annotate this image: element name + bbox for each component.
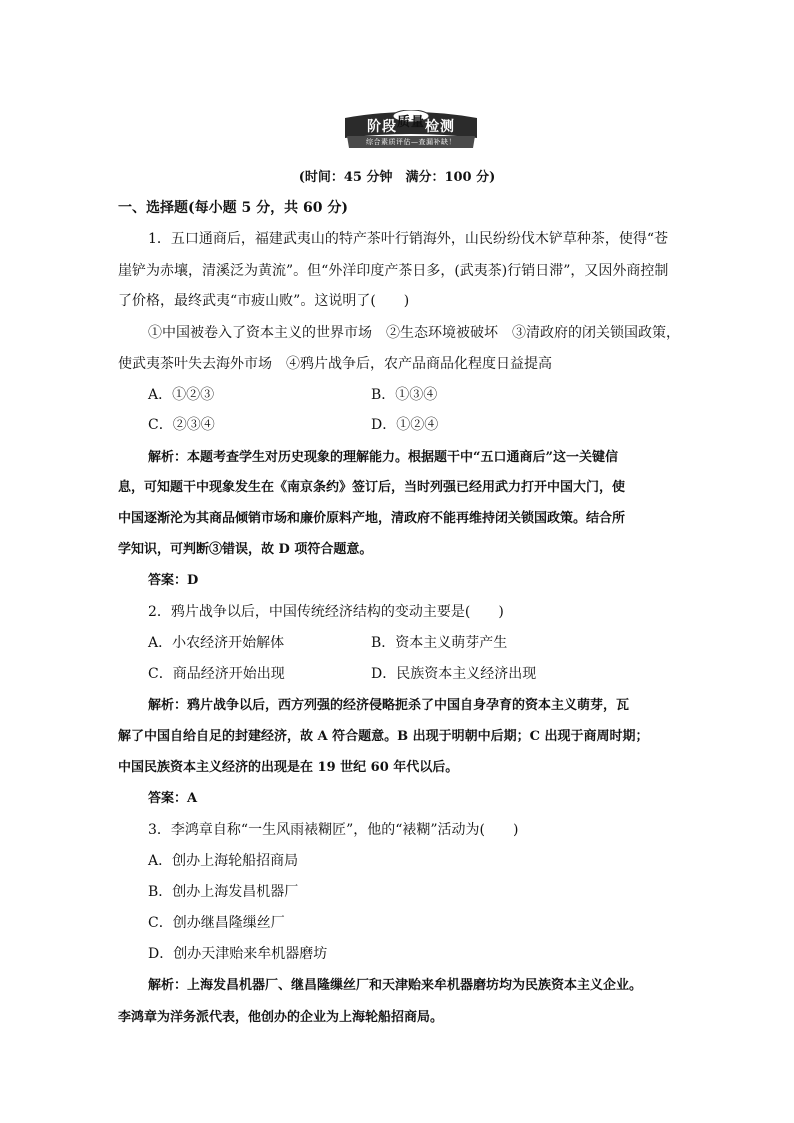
q1-answer: 答案：D <box>148 573 199 588</box>
q1-option-d: D．①②④ <box>371 417 439 433</box>
q2-stem: 2．鸦片战争以后，中国传统经济结构的变动主要是( ) <box>148 604 504 620</box>
q2-option-b: B．资本主义萌芽产生 <box>371 635 508 651</box>
q2-option-d: D．民族资本主义经济出现 <box>371 666 537 682</box>
q3-analysis-line: 李鸿章为洋务派代表，他创办的企业为上海轮船招商局。 <box>118 1010 444 1025</box>
q2-analysis-line: 解了中国自给自足的封建经济，故 A 符合题意。B 出现于明朝中后期；C 出现于商周时期； <box>118 729 649 744</box>
q1-stem-line: 崖铲为赤壤，清溪泛为黄流”。但“外洋印度产茶日多，(武夷茶)行销日滞”，又因外商控制 <box>118 263 669 279</box>
badge-q2-text: 量 <box>411 115 426 130</box>
q1-statement-line: ①中国被卷入了资本主义的世界市场 ②生态环境被破坏 ③清政府的闭关锁国政策， <box>148 325 680 341</box>
badge-right-text: 检测 <box>425 119 456 135</box>
q1-option-b: B．①③④ <box>371 387 438 403</box>
q3-option-c: C．创办继昌隆缫丝厂 <box>148 915 285 931</box>
stage-quality-check-badge <box>337 110 485 152</box>
badge-q1-text: 质 <box>396 115 411 130</box>
q3-option-b: B．创办上海发昌机器厂 <box>148 884 299 900</box>
q1-option-a: A．①②③ <box>148 387 215 403</box>
q2-analysis-line: 中国民族资本主义经济的出现是在 19 世纪 60 年代以后。 <box>118 760 459 775</box>
q3-option-d: D．创办天津贻来牟机器磨坊 <box>148 946 328 962</box>
q2-option-a: A．小农经济开始解体 <box>148 635 285 651</box>
badge-subtitle: 综合素质评估—查漏补缺！ <box>366 138 456 146</box>
q1-analysis-line: 解析：本题考查学生对历史现象的理解能力。根据题干中“五口通商后”这一关键信 <box>148 450 618 465</box>
q1-analysis-line: 学知识，可判断③错误，故 D 项符合题意。 <box>118 542 373 557</box>
q1-analysis-line: 中国逐渐沦为其商品倾销市场和廉价原料产地，清政府不能再维持闭关锁国政策。结合所 <box>118 511 626 526</box>
q1-stem-line: 了价格，最终武夷“市疲山败”。这说明了( ) <box>118 293 410 309</box>
q3-stem: 3．李鸿章自称“一生风雨裱糊匠”，他的“裱糊”活动为( ) <box>148 822 519 838</box>
q1-statement-line: 使武夷茶叶失去海外市场 ④鸦片战争后，农产品商品化程度日益提高 <box>118 356 552 372</box>
badge-left-text: 阶段 <box>366 119 397 135</box>
q2-analysis-line: 解析：鸦片战争以后，西方列强的经济侵略扼杀了中国自身孕育的资本主义萌芽，瓦 <box>148 698 630 713</box>
q2-answer: 答案：A <box>148 791 198 806</box>
q3-option-a: A．创办上海轮船招商局 <box>148 853 299 869</box>
section-title: 一、选择题(每小题 5 分，共 60 分) <box>118 200 348 216</box>
q1-stem-line: 1．五口通商后，福建武夷山的特产茶叶行销海外，山民纷纷伐木铲草种茶，使得“苍 <box>148 231 669 247</box>
badge-title <box>353 116 469 136</box>
q3-analysis-line: 解析：上海发昌机器厂、继昌隆缫丝厂和天津贻来牟机器磨坊均为民族资本主义企业。 <box>148 978 643 993</box>
q1-analysis-line: 息，可知题干中现象发生在《南京条约》签订后，当时列强已经用武力打开中国大门，使 <box>118 480 626 495</box>
exam-info: (时间：45 分钟 满分：100 分) <box>298 170 496 185</box>
q1-option-c: C．②③④ <box>148 417 215 433</box>
q2-option-c: C．商品经济开始出现 <box>148 666 285 682</box>
